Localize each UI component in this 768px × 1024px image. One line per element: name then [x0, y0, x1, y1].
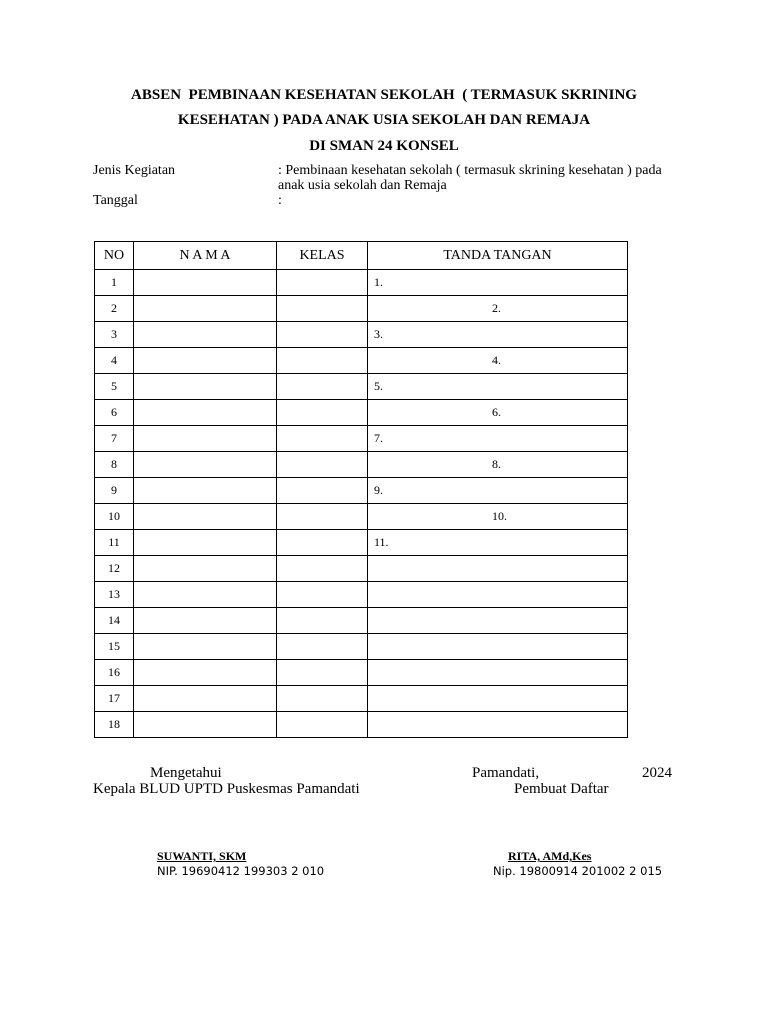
name-cell [134, 608, 277, 634]
signature-cell [368, 582, 628, 608]
signature-cell [368, 452, 628, 478]
table-row [95, 504, 628, 530]
attendance-table [94, 241, 628, 738]
activity-label: Jenis Kegiatan [93, 163, 176, 178]
document-title-line2: KESEHATAN ) PADA ANAK USIA SEKOLAH DAN REMAJA [177, 112, 591, 128]
maker-title: Pembuat Daftar [514, 781, 609, 797]
right-signatory-name: RITA, AMd,Kes [508, 849, 592, 863]
acknowledged-label: Mengetahui [150, 765, 222, 781]
class-cell [277, 660, 368, 686]
row-number: 16 [95, 660, 134, 686]
signature-number-right: 8. [492, 457, 501, 471]
right-signatory-nip: Nip. 19800914 201002 2 015 [493, 864, 663, 878]
row-number: 11 [95, 530, 134, 556]
class-cell [277, 712, 368, 738]
class-cell [277, 478, 368, 504]
head-title: Kepala BLUD UPTD Puskesmas Pamandati [93, 781, 360, 797]
document-title-line1: ABSEN PEMBINAAN KESEHATAN SEKOLAH ( TERMASUK SKRINING [131, 87, 637, 103]
signature-cell [368, 608, 628, 634]
signature-cell [368, 270, 628, 296]
row-number: 18 [95, 712, 134, 738]
signature-number-right: 10. [492, 509, 507, 523]
class-cell [277, 530, 368, 556]
name-cell [134, 478, 277, 504]
class-cell [277, 504, 368, 530]
signature-cell [368, 686, 628, 712]
row-number: 15 [95, 634, 134, 660]
header-nama: N A M A [134, 242, 277, 270]
signature-cell [368, 660, 628, 686]
table-row [95, 296, 628, 322]
row-number: 7 [95, 426, 134, 452]
table-row [95, 660, 628, 686]
row-number: 6 [95, 400, 134, 426]
year-label: 2024 [642, 765, 672, 781]
activity-value: : Pembinaan kesehatan sekolah ( termasuk skrining kesehatan ) pada anak usia sekolah dan Remaja [278, 163, 662, 193]
class-cell [277, 634, 368, 660]
table-row [95, 374, 628, 400]
name-cell [134, 504, 277, 530]
signature-cell [368, 530, 628, 556]
row-number: 4 [95, 348, 134, 374]
table-row [95, 608, 628, 634]
table-row [95, 582, 628, 608]
signature-cell [368, 374, 628, 400]
row-number: 2 [95, 296, 134, 322]
name-cell [134, 634, 277, 660]
name-cell [134, 452, 277, 478]
row-number: 3 [95, 322, 134, 348]
left-signatory-name: SUWANTI, SKM [157, 849, 247, 863]
signature-cell [368, 348, 628, 374]
class-cell [277, 296, 368, 322]
left-signatory-nip: NIP. 19690412 199303 2 010 [157, 864, 325, 878]
table-row [95, 348, 628, 374]
signature-number-left: 11. [374, 535, 389, 549]
signature-cell [368, 504, 628, 530]
signature-number-right: 2. [492, 301, 501, 315]
class-cell [277, 322, 368, 348]
table-row [95, 686, 628, 712]
name-cell [134, 712, 277, 738]
table-row [95, 530, 628, 556]
table-row [95, 452, 628, 478]
class-cell [277, 582, 368, 608]
table-row [95, 322, 628, 348]
signature-number-right: 4. [492, 353, 501, 367]
row-number: 8 [95, 452, 134, 478]
signature-cell [368, 296, 628, 322]
name-cell [134, 530, 277, 556]
table-row [95, 712, 628, 738]
table-row [95, 478, 628, 504]
signature-number-left: 1. [374, 275, 383, 289]
row-number: 17 [95, 686, 134, 712]
name-cell [134, 348, 277, 374]
class-cell [277, 686, 368, 712]
signature-cell [368, 634, 628, 660]
table-row [95, 426, 628, 452]
name-cell [134, 686, 277, 712]
signature-number-left: 5. [374, 379, 383, 393]
class-cell [277, 556, 368, 582]
row-number: 1 [95, 270, 134, 296]
table-row [95, 634, 628, 660]
class-cell [277, 426, 368, 452]
name-cell [134, 660, 277, 686]
date-label: Tanggal [93, 193, 138, 208]
place-label: Pamandati, [472, 765, 540, 781]
name-cell [134, 400, 277, 426]
name-cell [134, 270, 277, 296]
signature-cell [368, 426, 628, 452]
name-cell [134, 296, 277, 322]
class-cell [277, 608, 368, 634]
class-cell [277, 270, 368, 296]
table-header-row [95, 242, 628, 270]
name-cell [134, 582, 277, 608]
signature-number-left: 9. [374, 483, 383, 497]
row-number: 5 [95, 374, 134, 400]
table-row [95, 556, 628, 582]
name-cell [134, 556, 277, 582]
class-cell [277, 452, 368, 478]
class-cell [277, 348, 368, 374]
row-number: 14 [95, 608, 134, 634]
header-tanda-tangan: TANDA TANGAN [368, 242, 628, 270]
header-no: NO [95, 242, 134, 270]
class-cell [277, 400, 368, 426]
class-cell [277, 374, 368, 400]
document-title-line3: DI SMAN 24 KONSEL [309, 138, 459, 154]
table-row [95, 270, 628, 296]
signature-number-left: 3. [374, 327, 383, 341]
row-number: 10 [95, 504, 134, 530]
signature-cell [368, 400, 628, 426]
signature-number-right: 6. [492, 405, 501, 419]
name-cell [134, 322, 277, 348]
row-number: 12 [95, 556, 134, 582]
signature-cell [368, 322, 628, 348]
table-row [95, 400, 628, 426]
header-kelas: KELAS [277, 242, 368, 270]
signature-cell [368, 712, 628, 738]
row-number: 13 [95, 582, 134, 608]
signature-cell [368, 478, 628, 504]
name-cell [134, 374, 277, 400]
date-value: : [278, 193, 282, 208]
row-number: 9 [95, 478, 134, 504]
signature-cell [368, 556, 628, 582]
name-cell [134, 426, 277, 452]
signature-number-left: 7. [374, 431, 383, 445]
